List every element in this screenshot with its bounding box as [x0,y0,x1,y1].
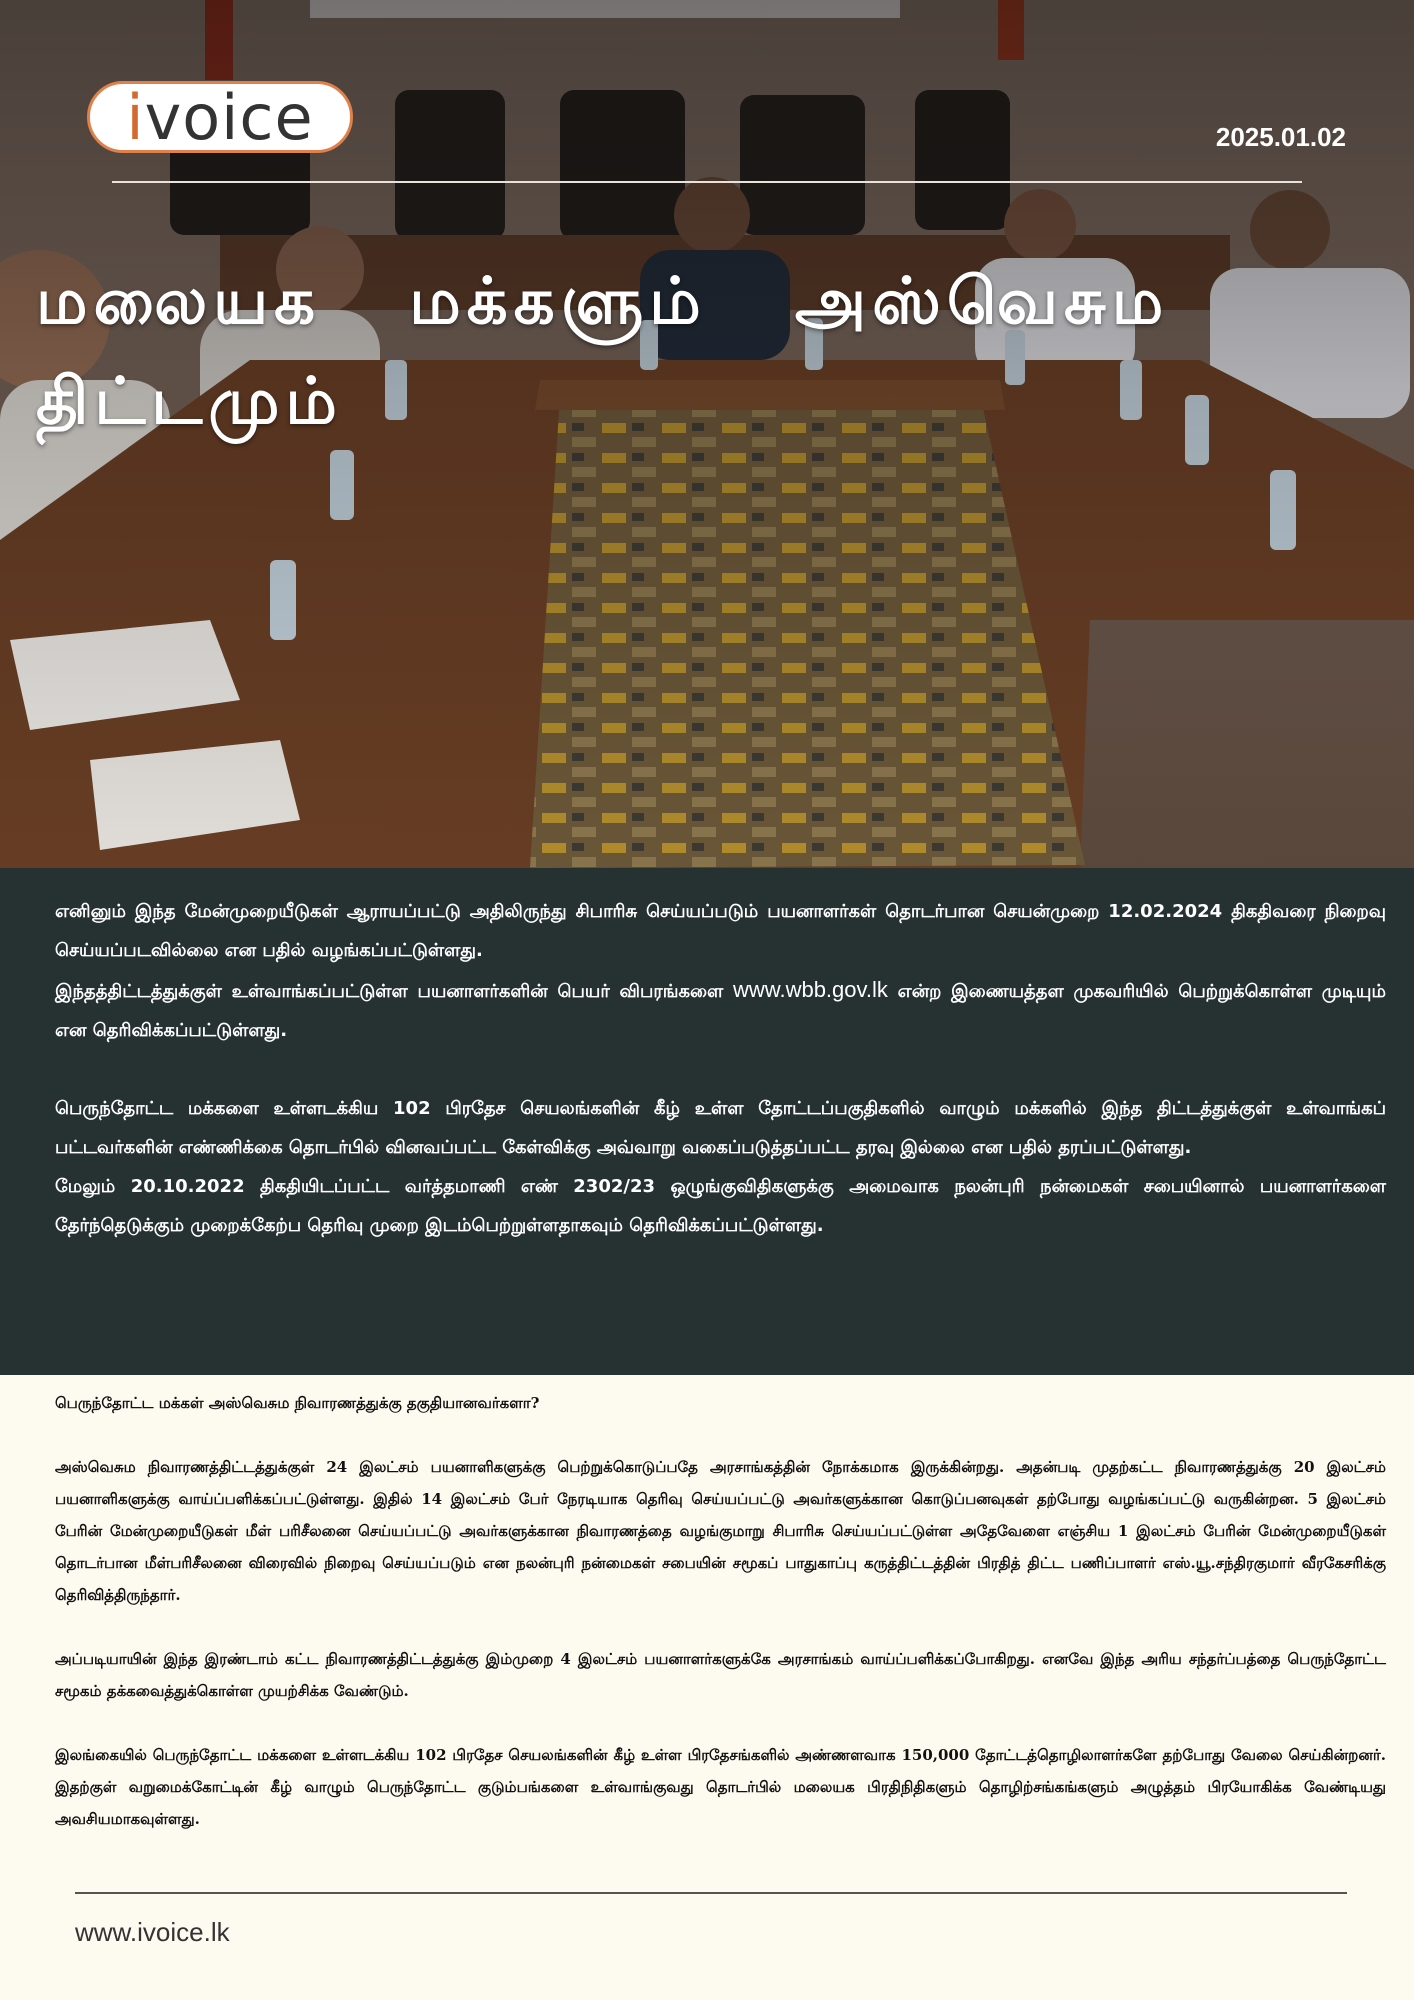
paragraph-2-text-before: இந்தத்திட்டத்துக்குள் உள்வாங்கப்பட்டுள்ள பயனாளர்களின் பெயர் விபரங்களை [55,981,724,1002]
article-body [55,1387,1386,1835]
publish-date: 2025.01.02 [1215,122,1346,152]
article-headline: மலையக மக்களும் அஸ்வெசும திட்டமும் [36,265,1170,439]
body-paragraph-1: அஸ்வெசும நிவாரணத்திட்டத்துக்குள் 24 இலட்சம் பயனாளிகளுக்கு பெற்றுக்கொடுப்பதே அரசாங்கத்தின் நோக்கமாக இருக்கின்றது. அதன்படி முதற்கட்ட நிவாரணத்துக்கு 20 இலட்சம் பயனாளிகளுக்கு வாய்ப்பளிக்கப்பட்டுள்ளது. இதில் 14 இலட்சம் பேர் நேரடியாக தெரிவு செய்யப்பட்டு அவர்களுக்கான கொடுப்பனவுகள் தற்போது வழங்கப்பட்டு வருகின்றன. 5 இலட்சம் பேரின் மேன்முறையீடுகள் மீள் பரிசீலனை செய்யப்பட்டு அவர்களுக்கான நிவாரணத்தை வழங்குமாறு சிபாரிசு செய்யப்பட்டுள்ள அதேவேளை எஞ்சிய 1 இலட்சம் பேரின் மேன்முறையீடுகள் தொடர்பான மீள்பரிசீலனை விரைவில் நிறைவு செய்யப்படும் என நலன்புரி நன்மைகள் சபையின் சமூகப் பாதுகாப்பு கருத்திட்டத்தின் பிரதித் திட்ட பணிப்பாளர் எஸ்.யூ.சந்திரகுமார் வீரகேசரிக்கு தெரிவித்திருந்தார். [55,1458,1386,1604]
header-divider [112,181,1302,183]
logo-text: voice [144,80,314,154]
wbb-website-link[interactable]: www.wbb.gov.lk [733,977,888,1002]
footer-website-link[interactable]: www.ivoice.lk [75,1917,230,1947]
highlight-paragraph-1: எனினும் இந்த மேன்முறையீடுகள் ஆராயப்பட்டு அதிலிருந்து சிபாரிசு செய்யப்படும் பயனாளர்கள் தொடர்பான செயன்முறை 12.02.2024 திகதிவரை நிறைவு செய்யப்படவில்லை என பதில் வழங்கப்பட்டுள்ளது. [55,901,1386,961]
hero-photo [0,0,1414,868]
paragraph-2-text-after: என்ற இணையத்தள முகவரியில் பெற்றுக்கொள்ள முடியும் என தெரிவிக்கப்பட்டுள்ளது. [55,981,1386,1041]
highlight-paragraph-3: பெருந்தோட்ட மக்களை உள்ளடக்கிய 102 பிரதேச செயலங்களின் கீழ் உள்ள தோட்டப்பகுதிகளில் வாழும் மக்களில் இந்த திட்டத்துக்குள் உள்வாங்கப் பட்டவர்களின் எண்ணிக்கை தொடர்பில் வினவப்பட்ட கேள்விக்கு அவ்வாறு வகைப்படுத்தப்பட்ட தரவு இல்லை என பதில் தரப்பட்டுள்ளது. [55,1098,1386,1158]
highlight-section [0,868,1414,1375]
logo-letter-i: i [126,80,145,154]
section-question: பெருந்தோட்ட மக்கள் அஸ்வெசும நிவாரணத்துக்கு தகுதியானவர்களா? [55,1394,540,1412]
ivoice-logo [87,81,353,153]
body-paragraph-2: அப்படியாயின் இந்த இரண்டாம் கட்ட நிவாரணத்திட்டத்துக்கு இம்முறை 4 இலட்சம் பயனாளர்களுக்கே அரசாங்கம் வாய்ப்பளிக்கப்போகிறது. எனவே இந்த அரிய சந்தர்ப்பத்தை பெருந்தோட்ட சமூகம் தக்கவைத்துக்கொள்ள முயற்சிக்க வேண்டும். [55,1650,1386,1700]
highlight-paragraph-2 [55,970,1386,1050]
body-paragraph-3: இலங்கையில் பெருந்தோட்ட மக்களை உள்ளடக்கிய 102 பிரதேச செயலங்களின் கீழ் உள்ள பிரதேசங்களில் அண்ணளவாக 150,000 தோட்டத்தொழிலாளர்களே தற்போது வேலை செய்கின்றனர். இதற்குள் வறுமைக்கோட்டின் கீழ் வாழும் பெருந்தோட்ட குடும்பங்களை உள்வாங்குவது தொடர்பில் மலையக பிரதிநிதிகளும் தொழிற்சங்கங்களும் அழுத்தம் பிரயோகிக்க வேண்டியது அவசியமாகவுள்ளது. [55,1746,1386,1828]
footer-divider [75,1892,1347,1894]
highlight-paragraph-4: மேலும் 20.10.2022 திகதியிடப்பட்ட வர்த்தமாணி எண் 2302/23 ஒழுங்குவிதிகளுக்கு அமைவாக நலன்புரி நன்மைகள் சபையினால் பயனாளர்களை தேர்ந்தெடுக்கும் முறைக்கேற்ப தெரிவு முறை இடம்பெற்றுள்ளதாகவும் தெரிவிக்கப்பட்டுள்ளது. [55,1176,1386,1236]
